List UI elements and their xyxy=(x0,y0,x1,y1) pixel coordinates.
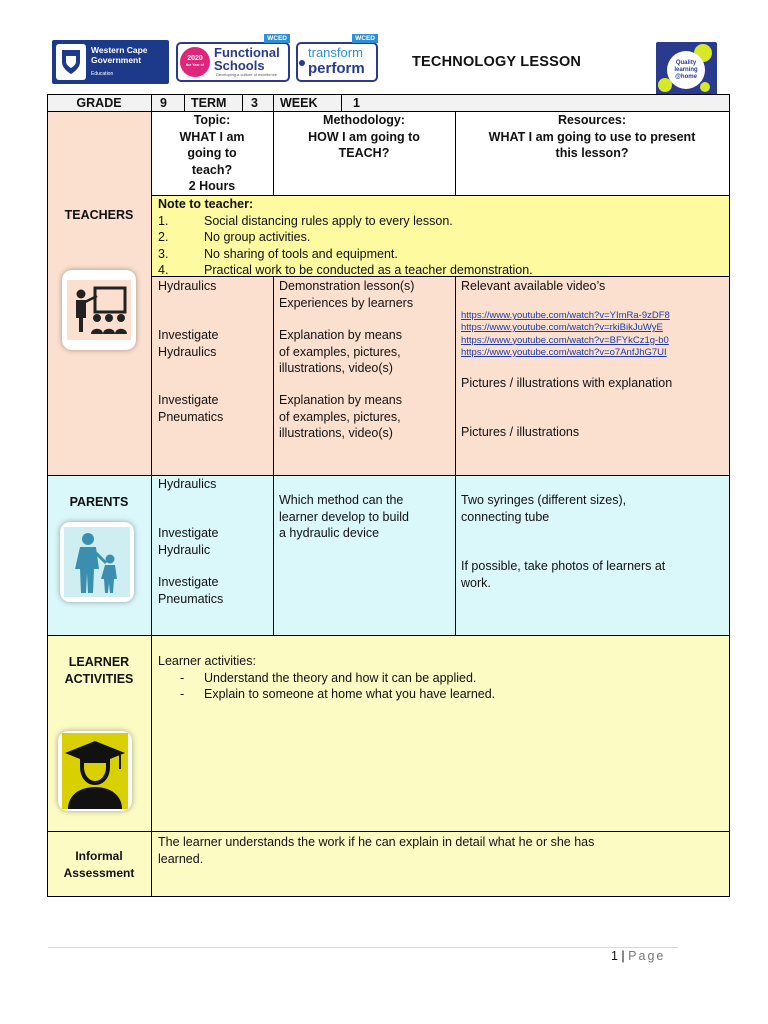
list-item: 1. Social distancing rules apply to every lesson. xyxy=(158,213,453,228)
wced-badge: WCED xyxy=(264,34,290,43)
list-item: 4. Practical work to be conducted as a teacher demonstration. xyxy=(158,263,533,277)
wced-badge: WCED xyxy=(352,34,378,43)
topic-header: Topic: WHAT I am going to teach? 2 Hours xyxy=(179,113,245,193)
learner-activities-label: LEARNER ACTIVITIES xyxy=(64,655,134,686)
page-number: 1 | Page xyxy=(611,949,666,963)
parents-topic-2: Investigate Hydraulic xyxy=(158,526,219,557)
parents-label: PARENTS xyxy=(69,495,129,509)
fs-tagline: Developing a culture of excellence xyxy=(216,72,277,77)
graduate-icon xyxy=(58,731,132,811)
video-links xyxy=(461,310,670,359)
video-link[interactable]: https://www.youtube.com/watch?v=rkiBikJuWyE xyxy=(461,322,663,334)
week-value: 1 xyxy=(353,96,360,110)
resources-pictures-explanation: Pictures / illustrations with explanation xyxy=(461,376,673,390)
fs-title-line2: Schools xyxy=(214,58,265,73)
parents-method: Which method can the learner develop to build a hydraulic device xyxy=(279,493,409,540)
fs-year-sub: the Year of xyxy=(186,63,204,67)
parents-resources-1: Two syringes (different sizes), connecting tube xyxy=(461,493,627,524)
note-title: Note to teacher: xyxy=(158,197,254,211)
resources-title: Relevant available video’s xyxy=(461,279,606,293)
parents-topic-3: Investigate Pneumatics xyxy=(158,575,224,606)
tp-line2: perform xyxy=(308,60,365,77)
video-link[interactable]: https://www.youtube.com/watch?v=BFYkCz1g-b0 xyxy=(461,334,669,346)
wcg-sub: Education xyxy=(91,71,114,77)
video-link[interactable]: https://www.youtube.com/watch?v=YImRa-9zDF8 xyxy=(461,310,670,321)
teachers-topic-2: Investigate Hydraulics xyxy=(158,328,219,359)
page-title: TECHNOLOGY LESSON xyxy=(412,54,582,70)
resources-pictures: Pictures / illustrations xyxy=(461,425,580,439)
wcg-line2: Government xyxy=(91,55,142,65)
list-item: 2. No group activities. xyxy=(158,230,311,244)
teachers-method-3: Explanation by means of examples, pictures, illustrations, video(s) xyxy=(279,393,402,440)
parents-resources-2: If possible, take photos of learners at work. xyxy=(461,559,666,590)
teachers-topic-1: Hydraulics xyxy=(158,279,217,293)
list-item: 3. No sharing of tools and equipment. xyxy=(158,246,398,261)
list-item: - Understand the theory and how it can be applied. xyxy=(180,670,477,685)
grade-label: GRADE xyxy=(76,96,122,110)
term-value: 3 xyxy=(251,96,258,110)
fs-year: 2020 xyxy=(187,55,203,62)
teachers-topic-3: Investigate Pneumatics xyxy=(158,393,224,424)
resources-header: Resources: WHAT I am going to use to present this lesson? xyxy=(488,113,696,160)
list-item: - Explain to someone at home what you have learned. xyxy=(180,687,496,701)
note-list xyxy=(158,213,726,279)
ql-text: Quality learning @home xyxy=(667,51,705,89)
parent-child-icon xyxy=(60,522,134,602)
assessment-text: The learner understands the work if he can explain in detail what he or she has learned. xyxy=(158,835,595,866)
methodology-header: Methodology: HOW I am going to TEACH? xyxy=(308,113,420,160)
grade-value: 9 xyxy=(160,96,167,110)
week-label: WEEK xyxy=(280,96,318,110)
learner-activities-list xyxy=(180,670,724,703)
parents-topic-1: Hydraulics xyxy=(158,477,217,491)
informal-assessment-label: Informal Assessment xyxy=(63,849,135,880)
footer-divider xyxy=(48,947,678,948)
teachers-label: TEACHERS xyxy=(64,208,134,222)
tp-line1: transform xyxy=(308,45,363,60)
teacher-presentation-icon xyxy=(62,270,136,350)
teachers-method-2: Explanation by means of examples, pictures, illustrations, video(s) xyxy=(279,328,402,375)
learner-activities-title: Learner activities: xyxy=(158,654,256,668)
term-label: TERM xyxy=(191,96,227,110)
note-to-teacher xyxy=(158,196,726,279)
video-link[interactable]: https://www.youtube.com/watch?v=o7AnfJhG7UI xyxy=(461,346,667,358)
wcg-line1: Western Cape xyxy=(91,45,148,55)
teachers-method-1: Demonstration lesson(s) Experiences by learners xyxy=(279,279,415,310)
fs-title-line1: Functional xyxy=(214,45,280,60)
learner-activities xyxy=(158,653,724,703)
